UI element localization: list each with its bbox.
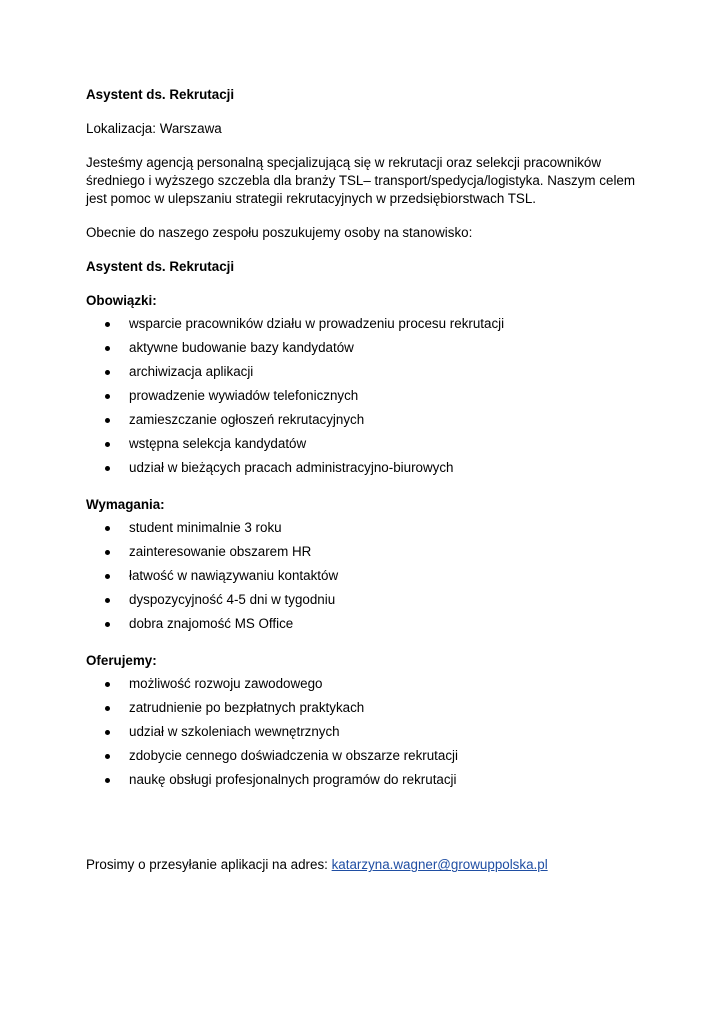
list-item — [86, 564, 646, 588]
list-item — [86, 612, 646, 636]
requirements-heading: Wymagania: — [86, 497, 165, 512]
requirements-list — [86, 516, 646, 636]
bullet-icon — [105, 550, 110, 555]
list-item-text: wsparcie pracowników działu w prowadzeniu procesu rekrutacji — [129, 316, 505, 331]
list-item — [86, 768, 646, 792]
email-link[interactable]: katarzyna.wagner@growuppolska.pl — [331, 857, 548, 873]
bullet-icon — [105, 322, 110, 327]
bullet-icon — [105, 526, 110, 531]
list-item-text: student minimalnie 3 roku — [129, 520, 282, 535]
bullet-icon — [105, 346, 110, 351]
bullet-icon — [105, 466, 110, 471]
bullet-icon — [105, 394, 110, 399]
job-posting — [86, 86, 646, 808]
job-title: Asystent ds. Rekrutacji — [86, 87, 235, 102]
list-item-text: wstępna selekcja kandydatów — [129, 436, 307, 451]
list-item — [86, 516, 646, 540]
bullet-icon — [105, 418, 110, 423]
list-item-text: udział w szkoleniach wewnętrznych — [129, 724, 340, 739]
list-item-text: zdobycie cennego doświadczenia w obszarze rekrutacji — [129, 748, 458, 763]
list-item-text: udział w bieżących pracach administracyjno-biurowych — [129, 460, 454, 475]
contact-line — [86, 856, 686, 874]
list-item — [86, 744, 646, 768]
list-item — [86, 312, 646, 336]
bullet-icon — [105, 598, 110, 603]
duties-list — [86, 312, 646, 480]
company-intro: Jesteśmy agencją personalną specjalizującą się w rekrutacji oraz selekcji pracowników średniego i wyższego szczebla dla branży TSL– transport/spedycja/logistyka. Naszym celem jest pomoc w ulepszaniu strategii rekrutacyjnych w przedsiębiorstwach TSL. — [86, 155, 636, 206]
bullet-icon — [105, 706, 110, 711]
list-item-text: dyspozycyjność 4-5 dni w tygodniu — [129, 592, 336, 607]
position-title: Asystent ds. Rekrutacji — [86, 259, 235, 274]
list-item-text: zatrudnienie po bezpłatnych praktykach — [129, 700, 365, 715]
bullet-icon — [105, 730, 110, 735]
bullet-icon — [105, 370, 110, 375]
list-item — [86, 408, 646, 432]
list-item-text: dobra znajomość MS Office — [129, 616, 294, 631]
duties-heading: Obowiązki: — [86, 293, 157, 308]
bullet-icon — [105, 778, 110, 783]
list-item — [86, 336, 646, 360]
list-item — [86, 696, 646, 720]
list-item — [86, 540, 646, 564]
contact-text: Prosimy o przesyłanie aplikacji na adres: — [86, 857, 332, 873]
lead-text: Obecnie do naszego zespołu poszukujemy osoby na stanowisko: — [86, 225, 473, 240]
bullet-icon — [105, 442, 110, 447]
bullet-icon — [105, 682, 110, 687]
list-item — [86, 456, 646, 480]
list-item — [86, 720, 646, 744]
list-item-text: możliwość rozwoju zawodowego — [129, 676, 323, 691]
list-item-text: łatwość w nawiązywaniu kontaktów — [129, 568, 339, 583]
list-item — [86, 672, 646, 696]
list-item-text: naukę obsługi profesjonalnych programów do rekrutacji — [129, 772, 457, 787]
list-item — [86, 360, 646, 384]
bullet-icon — [105, 622, 110, 627]
offer-heading: Oferujemy: — [86, 653, 157, 668]
list-item-text: archiwizacja aplikacji — [129, 364, 254, 379]
list-item — [86, 384, 646, 408]
list-item — [86, 588, 646, 612]
bullet-icon — [105, 574, 110, 579]
location-text: Lokalizacja: Warszawa — [86, 121, 222, 136]
list-item-text: aktywne budowanie bazy kandydatów — [129, 340, 354, 355]
list-item — [86, 432, 646, 456]
list-item-text: zamieszczanie ogłoszeń rekrutacyjnych — [129, 412, 365, 427]
offer-list — [86, 672, 646, 792]
list-item-text: prowadzenie wywiadów telefonicznych — [129, 388, 359, 403]
list-item-text: zainteresowanie obszarem HR — [129, 544, 312, 559]
bullet-icon — [105, 754, 110, 759]
